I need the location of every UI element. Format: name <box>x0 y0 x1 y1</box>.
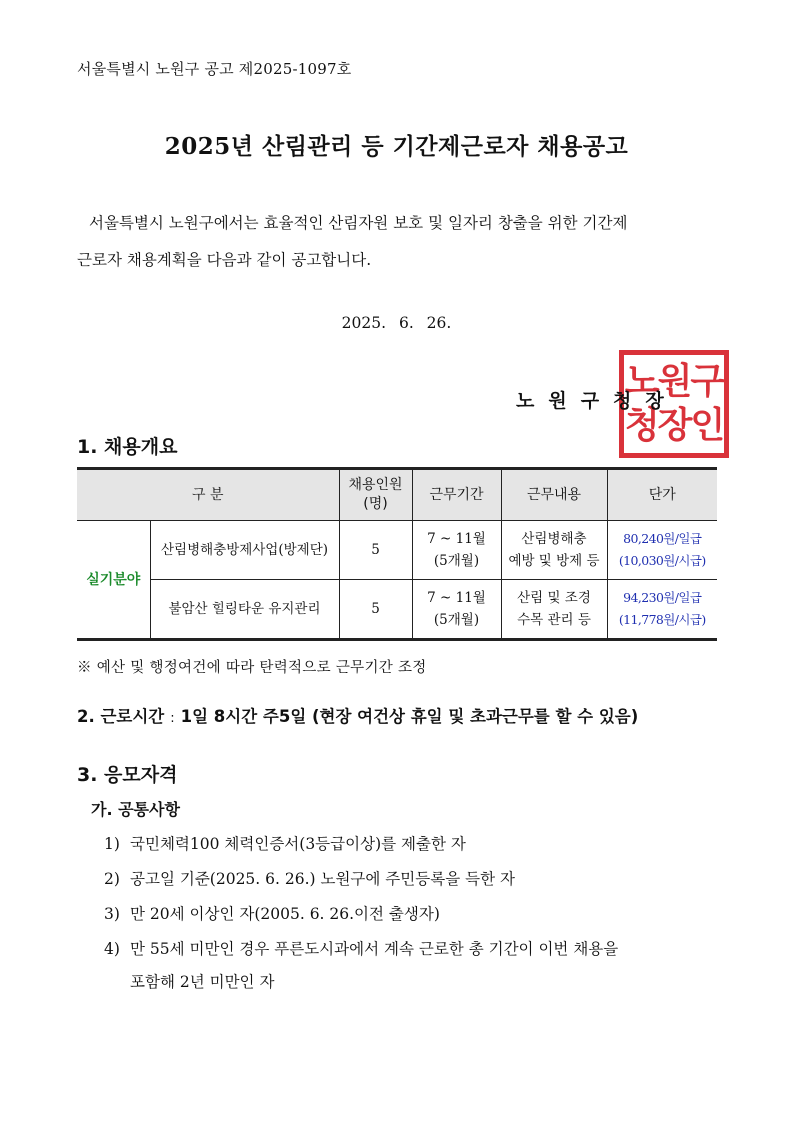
table-row <box>77 521 717 580</box>
header-work: 근무내용 <box>501 469 607 521</box>
list-item <box>104 828 718 861</box>
item-text-continued: 포함해 2년 미만인 자 <box>130 973 275 991</box>
item-text: 국민체력100 체력인증서(3등급이상)를 제출한 자 <box>130 835 466 853</box>
work-line-1: 산림 및 조경 <box>517 590 591 606</box>
project-name: 불암산 힐링타운 유지관리 <box>150 580 339 640</box>
section-2-value: 1일 8시간 주5일 (현장 여건상 휴일 및 초과근무를 할 수 있음) <box>180 707 639 726</box>
intro-line-1: 서울특별시 노원구에서는 효율적인 산림자원 보호 및 일자리 창출을 위한 기간제 <box>89 214 628 232</box>
list-item <box>104 933 718 999</box>
header-headcount-line-2: (명) <box>363 496 388 512</box>
list-item <box>104 863 718 896</box>
seal-line-2: 청장인 <box>624 405 724 446</box>
notice-number: 서울특별시 노원구 공고 제2025-1097호 <box>77 60 352 78</box>
period-line-1: 7 ~ 11월 <box>427 590 486 606</box>
hourly-wage: (11,778원/시급) <box>618 612 706 627</box>
wage-cell <box>607 521 717 580</box>
seal-line-1: 노원구 <box>624 361 724 402</box>
item-text: 공고일 기준(2025. 6. 26.) 노원구에 주민등록을 득한 자 <box>130 870 515 888</box>
item-number: 3) <box>104 905 120 923</box>
field-cell: 실기분야 <box>77 521 150 640</box>
item-text: 만 20세 이상인 자(2005. 6. 26.이전 출생자) <box>130 905 440 923</box>
work-cell <box>501 580 607 640</box>
header-period: 근무기간 <box>412 469 501 521</box>
item-number: 1) <box>104 835 120 853</box>
recruitment-overview-table <box>77 467 717 641</box>
headcount-cell: 5 <box>339 580 412 640</box>
intro-line-2: 근로자 채용계획을 다음과 같이 공고합니다. <box>77 251 372 269</box>
section-3-subheading: 가. 공통사항 <box>91 800 180 819</box>
table-note: ※ 예산 및 행정여건에 따라 탄력적으로 근무기간 조정 <box>77 660 427 676</box>
page-title: 2025년 산림관리 등 기간제근로자 채용공고 <box>164 133 629 160</box>
notice-date: 2025. 6. 26. <box>341 314 452 332</box>
header-headcount-line-1: 채용인원 <box>348 477 403 493</box>
item-text: 만 55세 미만인 경우 푸른도시과에서 계속 근로한 총 기간이 이번 채용을 <box>130 940 619 958</box>
period-cell <box>412 580 501 640</box>
wage-cell <box>607 580 717 640</box>
header-category: 구 분 <box>77 469 339 521</box>
period-cell <box>412 521 501 580</box>
table-row <box>77 580 717 640</box>
section-1-heading: 1. 채용개요 <box>77 436 178 458</box>
daily-wage: 94,230원/일급 <box>623 590 702 605</box>
section-2-colon: : <box>170 711 175 726</box>
issuer-name: 노원구청장 <box>516 390 678 412</box>
header-wage: 단가 <box>607 469 717 521</box>
section-2-label: 2. 근로시간 <box>77 707 165 726</box>
table-header-row <box>77 469 717 521</box>
item-number: 4) <box>104 940 120 958</box>
project-name: 산림병해충방제사업(방제단) <box>150 521 339 580</box>
section-2-working-hours <box>77 703 638 727</box>
work-line-2: 수목 관리 등 <box>517 612 591 628</box>
work-line-1: 산림병해충 <box>521 531 587 547</box>
period-line-2: (5개월) <box>433 553 480 569</box>
work-cell <box>501 521 607 580</box>
section-3-heading: 3. 응모자격 <box>77 764 178 786</box>
item-number: 2) <box>104 870 120 888</box>
intro-paragraph <box>77 205 717 279</box>
daily-wage: 80,240원/일급 <box>623 531 702 546</box>
work-line-2: 예방 및 방제 등 <box>508 553 600 569</box>
headcount-cell: 5 <box>339 521 412 580</box>
hourly-wage: (10,030원/시급) <box>618 553 706 568</box>
header-headcount <box>339 469 412 521</box>
period-line-2: (5개월) <box>433 612 480 628</box>
period-line-1: 7 ~ 11월 <box>427 531 486 547</box>
list-item <box>104 898 718 931</box>
